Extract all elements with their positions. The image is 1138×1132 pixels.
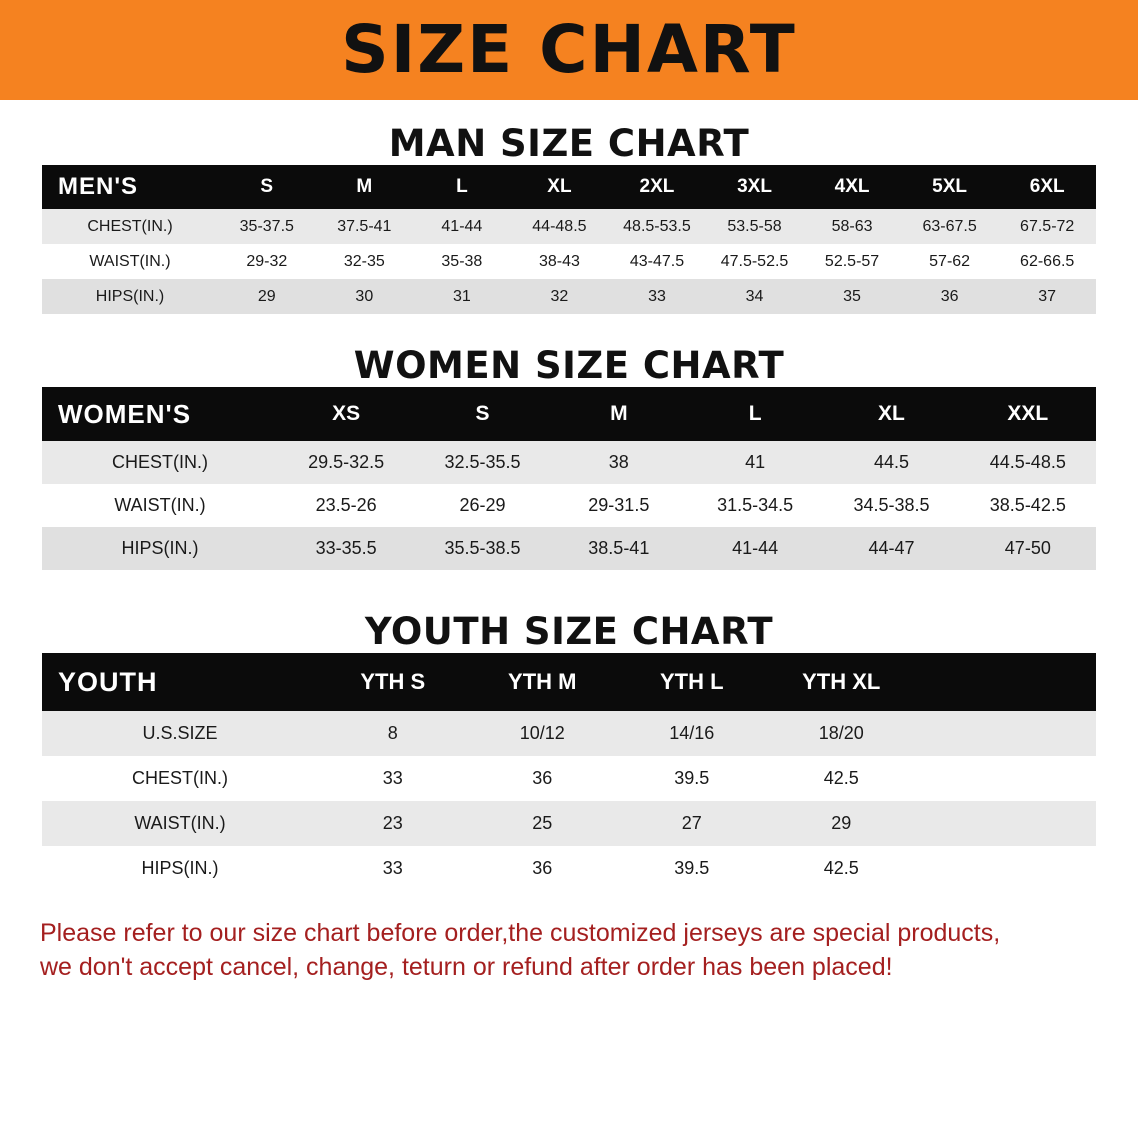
women-header-xl: XL — [823, 387, 959, 441]
youth-size-table — [42, 653, 1096, 891]
table-row — [42, 244, 1096, 279]
man-chest-s: 35-37.5 — [239, 217, 294, 235]
women-header-l: L — [687, 387, 823, 441]
youth-header-spacer — [916, 653, 1096, 711]
women-header-xs: XS — [278, 387, 414, 441]
man-waist-4xl: 52.5-57 — [824, 252, 880, 270]
youth-hips-spacer — [916, 846, 1096, 891]
man-chest-6xl: 67.5-72 — [1020, 217, 1075, 235]
youth-section-title: YOUTH SIZE CHART — [364, 610, 774, 653]
man-table-body — [42, 209, 1096, 314]
man-row-label-waist: WAIST(IN.) — [89, 252, 171, 270]
youth-waist-l: 27 — [681, 813, 702, 833]
women-chest-xl: 44.5 — [873, 452, 909, 472]
man-waist-3xl: 47.5-52.5 — [720, 252, 789, 270]
youth-table-body — [42, 711, 1096, 891]
youth-ussize-m: 10/12 — [519, 723, 565, 743]
man-header-5xl: 5XL — [901, 165, 999, 209]
man-hips-xl: 32 — [550, 287, 569, 305]
man-chest-xl: 44-48.5 — [532, 217, 587, 235]
man-waist-l: 35-38 — [441, 252, 483, 270]
man-hips-3xl: 34 — [745, 287, 764, 305]
youth-ussize-spacer — [916, 711, 1096, 756]
youth-chest-xl: 42.5 — [823, 768, 859, 788]
women-hips-xs: 33-35.5 — [315, 538, 377, 558]
women-header-xxl: XXL — [960, 387, 1096, 441]
women-waist-s: 26-29 — [459, 495, 506, 515]
man-hips-l: 31 — [452, 287, 471, 305]
man-hips-s: 29 — [257, 287, 276, 305]
women-section-title: WOMEN SIZE CHART — [353, 344, 785, 387]
youth-header-s: YTH S — [318, 653, 468, 711]
women-header-m: M — [551, 387, 687, 441]
women-header-s: S — [414, 387, 550, 441]
women-header-label: WOMEN'S — [42, 387, 278, 441]
policy-note — [40, 917, 1098, 985]
man-header-6xl: 6XL — [998, 165, 1096, 209]
women-hips-l: 41-44 — [732, 538, 779, 558]
man-chest-l: 41-44 — [441, 217, 483, 235]
youth-row-label-chest: CHEST(IN.) — [132, 768, 228, 788]
man-hips-4xl: 35 — [843, 287, 861, 305]
women-chest-xxl: 44.5-48.5 — [989, 452, 1066, 472]
table-row — [42, 801, 1096, 846]
table-header-row — [42, 387, 1096, 441]
youth-hips-l: 39.5 — [674, 858, 710, 878]
women-table-header — [42, 387, 1096, 441]
youth-header-l: YTH L — [617, 653, 767, 711]
youth-row-label-waist: WAIST(IN.) — [134, 813, 226, 833]
youth-waist-xl: 29 — [831, 813, 852, 833]
man-row-label-chest: CHEST(IN.) — [87, 217, 173, 235]
man-waist-2xl: 43-47.5 — [629, 252, 685, 270]
table-row — [42, 527, 1096, 570]
man-chest-m: 37.5-41 — [337, 217, 392, 235]
youth-header-m: YTH M — [468, 653, 618, 711]
man-header-l: L — [413, 165, 511, 209]
youth-chest-spacer — [916, 756, 1096, 801]
women-chest-xs: 29.5-32.5 — [308, 452, 385, 472]
policy-note-line-1: Please refer to our size chart before order,the customized jerseys are special products, — [40, 919, 1001, 947]
man-row-label-hips: HIPS(IN.) — [95, 287, 165, 305]
table-row — [42, 441, 1096, 484]
youth-ussize-l: 14/16 — [669, 723, 715, 743]
youth-waist-s: 23 — [382, 813, 403, 833]
policy-note-line-2: we don't accept cancel, change, teturn or refund after order has been placed! — [40, 952, 893, 981]
youth-waist-spacer — [916, 801, 1096, 846]
man-waist-m: 32-35 — [343, 252, 385, 270]
man-header-xl: XL — [511, 165, 609, 209]
man-waist-6xl: 62-66.5 — [1020, 252, 1075, 270]
youth-hips-xl: 42.5 — [823, 858, 859, 878]
youth-row-label-ussize: U.S.SIZE — [142, 723, 218, 743]
youth-ussize-xl: 18/20 — [818, 723, 864, 743]
man-chest-3xl: 53.5-58 — [727, 217, 782, 235]
table-row — [42, 846, 1096, 891]
table-row — [42, 279, 1096, 314]
women-hips-xxl: 47-50 — [1004, 538, 1051, 558]
table-row — [42, 484, 1096, 527]
youth-row-label-hips: HIPS(IN.) — [141, 858, 219, 878]
women-hips-s: 35.5-38.5 — [444, 538, 521, 558]
youth-chest-m: 36 — [532, 768, 553, 788]
man-header-3xl: 3XL — [706, 165, 804, 209]
man-hips-5xl: 36 — [940, 287, 959, 305]
man-size-table — [42, 165, 1096, 314]
youth-table-header — [42, 653, 1096, 711]
man-chest-4xl: 58-63 — [831, 217, 873, 235]
man-table-header — [42, 165, 1096, 209]
man-header-2xl: 2XL — [608, 165, 706, 209]
women-row-label-hips: HIPS(IN.) — [121, 538, 199, 558]
man-hips-2xl: 33 — [648, 287, 666, 305]
man-waist-5xl: 57-62 — [929, 252, 971, 270]
table-header-row — [42, 165, 1096, 209]
youth-ussize-s: 8 — [387, 723, 398, 743]
women-waist-xxl: 38.5-42.5 — [989, 495, 1066, 515]
header-banner — [0, 0, 1138, 100]
women-chest-s: 32.5-35.5 — [444, 452, 521, 472]
page-title: SIZE CHART — [341, 11, 797, 88]
man-header-4xl: 4XL — [803, 165, 901, 209]
women-waist-xl: 34.5-38.5 — [853, 495, 930, 515]
women-size-table — [42, 387, 1096, 570]
man-hips-6xl: 37 — [1038, 287, 1057, 305]
women-waist-xs: 23.5-26 — [315, 495, 377, 515]
women-hips-xl: 44-47 — [868, 538, 915, 558]
women-chest-l: 41 — [745, 452, 766, 472]
man-waist-xl: 38-43 — [538, 252, 580, 270]
youth-chest-s: 33 — [382, 768, 403, 788]
man-hips-m: 30 — [355, 287, 374, 305]
table-row — [42, 711, 1096, 756]
women-table-wrapper — [42, 387, 1096, 570]
man-header-m: M — [316, 165, 414, 209]
youth-header-xl: YTH XL — [767, 653, 917, 711]
youth-chest-l: 39.5 — [674, 768, 710, 788]
table-header-row — [42, 653, 1096, 711]
women-row-label-waist: WAIST(IN.) — [114, 495, 206, 515]
women-row-label-chest: CHEST(IN.) — [112, 452, 208, 472]
table-row — [42, 756, 1096, 801]
man-header-s: S — [218, 165, 316, 209]
man-chest-5xl: 63-67.5 — [922, 217, 977, 235]
man-section-title: MAN SIZE CHART — [388, 122, 750, 165]
man-table-wrapper — [42, 165, 1096, 314]
man-header-label: MEN'S — [42, 165, 218, 209]
youth-table-wrapper — [42, 653, 1096, 891]
youth-header-label: YOUTH — [42, 653, 318, 711]
table-row — [42, 209, 1096, 244]
women-table-body — [42, 441, 1096, 570]
man-waist-s: 29-32 — [246, 252, 288, 270]
women-waist-m: 29-31.5 — [588, 495, 650, 515]
youth-hips-s: 33 — [382, 858, 403, 878]
women-waist-l: 31.5-34.5 — [717, 495, 794, 515]
youth-waist-m: 25 — [532, 813, 553, 833]
youth-hips-m: 36 — [532, 858, 553, 878]
man-chest-2xl: 48.5-53.5 — [623, 217, 691, 235]
women-chest-m: 38 — [608, 452, 629, 472]
women-hips-m: 38.5-41 — [588, 538, 650, 558]
